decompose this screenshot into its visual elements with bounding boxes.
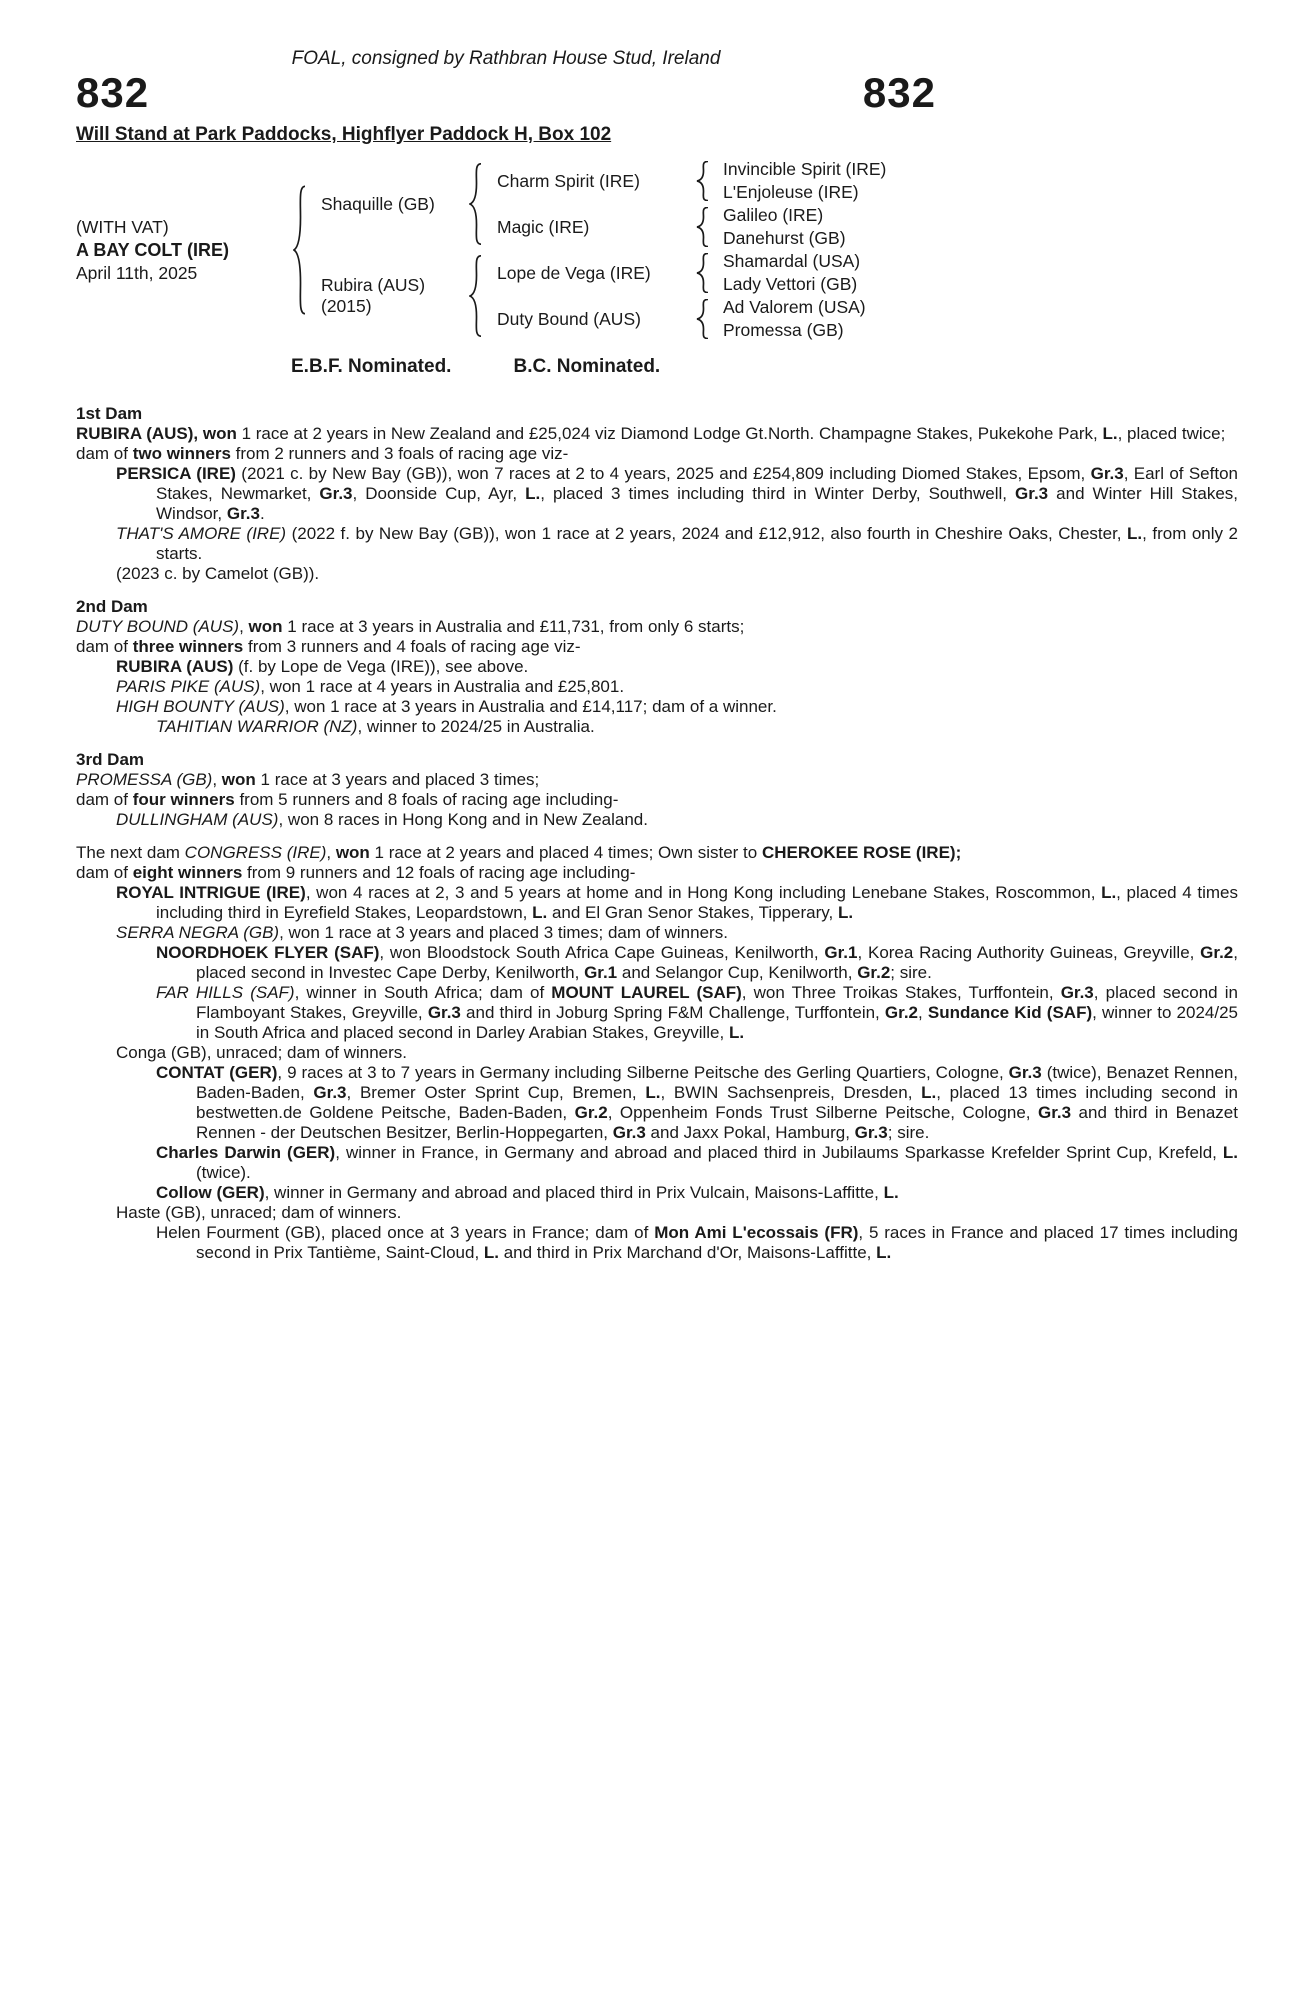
text-run: from 5 runners and 8 foals of racing age including- — [234, 790, 619, 809]
text-run: SERRA NEGRA (GB) — [116, 923, 280, 942]
catalogue-paragraph — [76, 424, 1238, 444]
text-run: CHEROKEE ROSE (IRE); — [761, 843, 962, 862]
text-run: Gr.1 — [824, 943, 858, 962]
text-run: won — [221, 770, 256, 789]
text-run: Gr.3 — [1090, 464, 1124, 483]
dam-section-heading: 3rd Dam — [76, 750, 145, 769]
text-run: dam of — [76, 637, 133, 656]
pedigree-main-brace — [291, 181, 309, 319]
text-run: L. — [1101, 883, 1117, 902]
text-run: dam of — [76, 863, 133, 882]
text-run: THAT'S AMORE (IRE) — [116, 524, 287, 543]
text-run: PERSICA (IRE) — [116, 464, 236, 483]
text-run: HIGH BOUNTY (AUS) — [116, 697, 285, 716]
pedigree-grandparent-name: Shamardal (USA) — [723, 251, 861, 271]
text-run: Gr.3 — [226, 504, 260, 523]
catalogue-paragraph — [76, 464, 1238, 524]
text-run: 1 race at 2 years in New Zealand and £25,024 viz Diamond Lodge Gt.North. Champagne Stakes, Pukekohe Park, — [236, 424, 1103, 443]
catalogue-paragraph — [76, 923, 1238, 943]
text-run: , winner in South Africa; dam of — [294, 983, 552, 1002]
text-run: eight winners — [132, 863, 243, 882]
vat-note: (WITH VAT) — [76, 216, 169, 237]
text-run: , 5 races in France and placed 17 times including second in Prix Tantième, Saint-Cloud, — [196, 1223, 1238, 1262]
text-run: Sundance Kid (SAF) — [927, 1003, 1093, 1022]
ebf-nominated-label: E.B.F. Nominated. — [291, 356, 452, 377]
text-run: Gr.3 — [427, 1003, 461, 1022]
catalogue-paragraph — [76, 564, 1238, 584]
text-run: , — [326, 843, 336, 862]
pedigree-parent-name: Charm Spirit (IRE) — [497, 170, 640, 191]
text-run: ; sire. — [887, 1123, 930, 1142]
text-run: PROMESSA (GB) — [76, 770, 213, 789]
text-run: Haste (GB), unraced; dam of winners. — [116, 1203, 402, 1222]
text-run: NOORDHOEK FLYER (SAF) — [156, 943, 380, 962]
text-run: Gr.3 — [319, 484, 353, 503]
text-run: (twice). — [196, 1163, 251, 1182]
text-run: L. — [876, 1243, 892, 1262]
nominations-row — [291, 356, 1239, 378]
pedigree-grandparent-name: L'Enjoleuse (IRE) — [723, 182, 859, 202]
text-run: L. — [921, 1083, 937, 1102]
consignor-line: FOAL, consigned by Rathbran House Stud, Ireland — [291, 48, 721, 69]
text-run: L. — [532, 903, 548, 922]
sire-name — [309, 158, 467, 250]
text-run: CONTAT (GER) — [156, 1063, 278, 1082]
pedigree-name-year: (2015) — [321, 296, 372, 316]
text-run: Charles Darwin (GER) — [156, 1143, 336, 1162]
text-run: , won 1 race at 4 years in Australia and £25,801. — [260, 677, 625, 696]
text-run: ; sire. — [890, 963, 932, 982]
text-run: Gr.2 — [1200, 943, 1234, 962]
catalogue-paragraph — [76, 444, 1238, 464]
text-run: , placed second in Flamboyant Stakes, Greyville, — [196, 983, 1238, 1022]
pedigree-pair-brace — [695, 296, 711, 342]
catalogue-paragraph — [76, 697, 1238, 717]
text-run: Gr.2 — [574, 1103, 608, 1122]
text-run: PARIS PIKE (AUS) — [116, 677, 261, 696]
text-run: Gr.3 — [854, 1123, 888, 1142]
text-run: , won 4 races at 2, 3 and 5 years at home and in Hong Kong including Lenebane Stakes, Roscommon, — [305, 883, 1102, 902]
text-run: , — [239, 617, 249, 636]
text-run: (f. by Lope de Vega (IRE)), see above. — [233, 657, 529, 676]
text-run: , Oppenheim Fonds Trust Silberne Peitsche, Cologne, — [607, 1103, 1038, 1122]
colt-info — [76, 158, 291, 342]
pedigree-parent-name: Magic (IRE) — [497, 216, 590, 237]
text-run: TAHITIAN WARRIOR (NZ) — [156, 717, 358, 736]
catalogue-paragraph — [76, 1223, 1238, 1263]
text-run: , Earl of Sefton Stakes, Newmarket, — [156, 464, 1238, 503]
text-run: . — [259, 504, 265, 523]
text-run: , winner to 2024/25 in Australia. — [357, 717, 595, 736]
catalogue-paragraph — [76, 790, 1238, 810]
pedigree-grandparent-name: Galileo (IRE) — [723, 205, 824, 225]
text-run: and El Gran Senor Stakes, Tipperary, — [547, 903, 838, 922]
text-run: L. — [1102, 424, 1118, 443]
catalogue-paragraph — [76, 943, 1238, 983]
text-run: 1 race at 3 years in Australia and £11,731, from only 6 starts; — [282, 617, 745, 636]
text-run: , placed 13 times including second in bestwetten.de Goldene Peitsche, Baden-Baden, — [196, 1083, 1239, 1122]
text-run: , from only 2 starts. — [156, 524, 1238, 563]
text-run: won — [248, 617, 283, 636]
pedigree-grandparent-name: Ad Valorem (USA) — [723, 297, 866, 317]
text-run: from 2 runners and 3 foals of racing age viz- — [230, 444, 569, 463]
text-run: RUBIRA (AUS) — [116, 657, 234, 676]
text-run: and Winter Hill Stakes, Windsor, — [156, 484, 1238, 523]
text-run: , 9 races at 3 to 7 years in Germany including Silberne Peitsche des Gerling Quartiers, Cologne, — [277, 1063, 1009, 1082]
text-run: Gr.3 — [612, 1123, 646, 1142]
text-run: , Korea Racing Authority Guineas, Greyville, — [857, 943, 1201, 962]
text-run: , Doonside Cup, Ayr, — [352, 484, 526, 503]
pedigree-table — [76, 158, 1239, 342]
text-run: Gr.1 — [584, 963, 618, 982]
text-run: (2023 c. by Camelot (GB)). — [116, 564, 320, 583]
text-run: two winners — [132, 444, 231, 463]
text-run: ROYAL INTRIGUE (IRE) — [116, 883, 306, 902]
text-run: from 3 runners and 4 foals of racing age viz- — [243, 637, 581, 656]
text-run: L. — [645, 1083, 661, 1102]
text-run: Gr.3 — [313, 1083, 347, 1102]
text-run: , placed 3 times including third in Winter Derby, Southwell, — [540, 484, 1016, 503]
text-run: won — [335, 843, 370, 862]
catalogue-paragraph — [76, 657, 1238, 677]
text-run: L. — [728, 1023, 745, 1042]
dam-section-heading: 1st Dam — [76, 404, 143, 423]
text-run: dam of — [76, 790, 133, 809]
pedigree-text-section — [76, 750, 1238, 830]
catalogue-paragraph — [76, 1063, 1238, 1143]
text-run: Gr.2 — [884, 1003, 919, 1022]
text-run: , placed twice; — [1117, 424, 1226, 443]
text-run: RUBIRA (AUS), won — [76, 424, 237, 443]
catalogue-paragraph — [76, 843, 1238, 863]
text-run: and Jaxx Pokal, Hamburg, — [645, 1123, 855, 1142]
text-run: , placed second in Investec Cape Derby, Kenilworth, — [196, 943, 1238, 982]
text-run: , BWIN Sachsenpreis, Dresden, — [660, 1083, 922, 1102]
catalogue-paragraph — [76, 617, 1238, 637]
text-run: Gr.3 — [1015, 484, 1049, 503]
pedigree-grandparent-name: Lady Vettori (GB) — [723, 274, 858, 294]
text-run: CONGRESS (IRE) — [184, 843, 327, 862]
pedigree-group-brace — [467, 158, 485, 250]
text-run: MOUNT LAUREL (SAF) — [551, 983, 742, 1002]
pedigree-grandparent-name: Danehurst (GB) — [723, 228, 846, 248]
pedigree-text-section — [76, 843, 1238, 1263]
catalogue-paragraph — [76, 1203, 1238, 1223]
text-run: Conga (GB), unraced; dam of winners. — [116, 1043, 408, 1062]
colt-dob: April 11th, 2025 — [76, 262, 198, 283]
text-run: L. — [837, 903, 854, 922]
catalogue-paragraph — [76, 810, 1238, 830]
text-run: L. — [1222, 1143, 1238, 1162]
text-run: 1 race at 2 years and placed 4 times; Own sister to — [369, 843, 762, 862]
catalogue-paragraph — [76, 983, 1238, 1043]
text-run: , winner in Germany and abroad and placed third in Prix Vulcain, Maisons-Laffitte, — [264, 1183, 884, 1202]
catalogue-body — [76, 404, 1238, 1263]
text-run: FAR HILLS (SAF) — [156, 983, 295, 1002]
text-run: , won Three Troikas Stakes, Turffontein, — [741, 983, 1061, 1002]
text-run: four winners — [132, 790, 235, 809]
catalogue-paragraph — [76, 524, 1238, 564]
text-run: Gr.3 — [1037, 1103, 1072, 1122]
text-run: , Bremer Oster Sprint Cup, Bremen, — [346, 1083, 646, 1102]
text-run: Gr.2 — [857, 963, 891, 982]
dam-name — [309, 250, 467, 342]
lot-number-right: 832 — [862, 69, 936, 116]
text-run: , — [918, 1003, 928, 1022]
text-run: Mon Ami L'ecossais (FR) — [654, 1223, 859, 1242]
text-run: from 9 runners and 12 foals of racing age including- — [242, 863, 636, 882]
pedigree-text-section — [76, 597, 1238, 737]
text-run: Helen Fourment (GB), placed once at 3 years in France; dam of — [156, 1223, 655, 1242]
pedigree-grandparent-name: Invincible Spirit (IRE) — [723, 159, 887, 179]
text-run: , winner in France, in Germany and abroad and placed third in Jubilaums Sparkasse Krefelder Sprint Cup, Krefeld, — [335, 1143, 1223, 1162]
text-run: L. — [883, 1183, 899, 1202]
colt-name: A BAY COLT (IRE) — [76, 239, 230, 260]
catalogue-paragraph — [76, 863, 1238, 883]
page-header — [76, 48, 936, 146]
text-run: Collow (GER) — [156, 1183, 265, 1202]
pedigree-pair-brace — [695, 250, 711, 296]
text-run: , placed 4 times including third in Eyrefield Stakes, Leopardstown, — [156, 883, 1238, 922]
text-run: L. — [1127, 524, 1143, 543]
text-run: The next dam — [76, 843, 185, 862]
text-run: , winner to 2024/25 in South Africa and placed second in Darley Arabian Stakes, Greyville, — [196, 1003, 1239, 1042]
pedigree-group-brace — [467, 250, 485, 342]
text-run: , won 8 races in Hong Kong and in New Zealand. — [278, 810, 648, 829]
text-run: dam of — [76, 444, 133, 463]
text-run: Gr.3 — [1008, 1063, 1042, 1082]
text-run: three winners — [132, 637, 244, 656]
catalogue-paragraph — [76, 637, 1238, 657]
catalogue-paragraph — [76, 1143, 1238, 1183]
text-run: DULLINGHAM (AUS) — [116, 810, 279, 829]
text-run: , — [212, 770, 222, 789]
dam-section-heading: 2nd Dam — [76, 597, 148, 616]
pedigree-pair-brace — [695, 204, 711, 250]
pedigree-parent-name: Duty Bound (AUS) — [497, 308, 641, 329]
text-run: and third in Joburg Spring F&M Challenge, Turffontein, — [460, 1003, 885, 1022]
text-run: and third in Prix Marchand d'Or, Maisons-Laffitte, — [499, 1243, 877, 1262]
catalogue-paragraph — [76, 1043, 1238, 1063]
text-run: (2022 f. by New Bay (GB)), won 1 race at 2 years, 2024 and £12,912, also fourth in Cheshire Oaks, Chester, — [286, 524, 1128, 543]
text-run: , won 1 race at 3 years in Australia and £14,117; dam of a winner. — [284, 697, 777, 716]
catalogue-paragraph — [76, 770, 1238, 790]
text-run: DUTY BOUND (AUS) — [76, 617, 240, 636]
text-run: Gr.3 — [1060, 983, 1094, 1002]
pedigree-pair-brace — [695, 158, 711, 204]
catalogue-paragraph — [76, 883, 1238, 923]
text-run: , won 1 race at 3 years and placed 3 times; dam of winners. — [279, 923, 728, 942]
stand-location-line: Will Stand at Park Paddocks, Highflyer Paddock H, Box 102 — [76, 124, 612, 145]
text-run: L. — [525, 484, 541, 503]
pedigree-grandparent-name: Promessa (GB) — [723, 320, 844, 340]
text-run: 1 race at 3 years and placed 3 times; — [255, 770, 540, 789]
text-run: L. — [483, 1243, 499, 1262]
pedigree-name-text: Shaquille (GB) — [321, 193, 435, 214]
text-run: (2021 c. by New Bay (GB)), won 7 races at 2 to 4 years, 2025 and £254,809 including Diomed Stakes, Epsom, — [235, 464, 1091, 483]
bc-nominated-label: B.C. Nominated. — [513, 356, 661, 377]
text-run: and third in Benazet Rennen - der Deutschen Besitzer, Berlin-Hoppegarten, — [196, 1103, 1238, 1142]
pedigree-text-section — [76, 404, 1238, 584]
text-run: , won Bloodstock South Africa Cape Guineas, Kenilworth, — [379, 943, 825, 962]
catalogue-paragraph — [76, 1183, 1238, 1203]
lot-number-row — [76, 69, 936, 116]
catalogue-paragraph — [76, 677, 1238, 697]
text-run: and Selangor Cup, Kenilworth, — [617, 963, 858, 982]
catalogue-paragraph — [76, 717, 1238, 737]
text-run: (twice), Benazet Rennen, Baden-Baden, — [196, 1063, 1238, 1102]
pedigree-parent-name: Lope de Vega (IRE) — [497, 262, 651, 283]
pedigree-name-text: Rubira (AUS) — [321, 275, 426, 295]
lot-number-left: 832 — [76, 69, 150, 116]
